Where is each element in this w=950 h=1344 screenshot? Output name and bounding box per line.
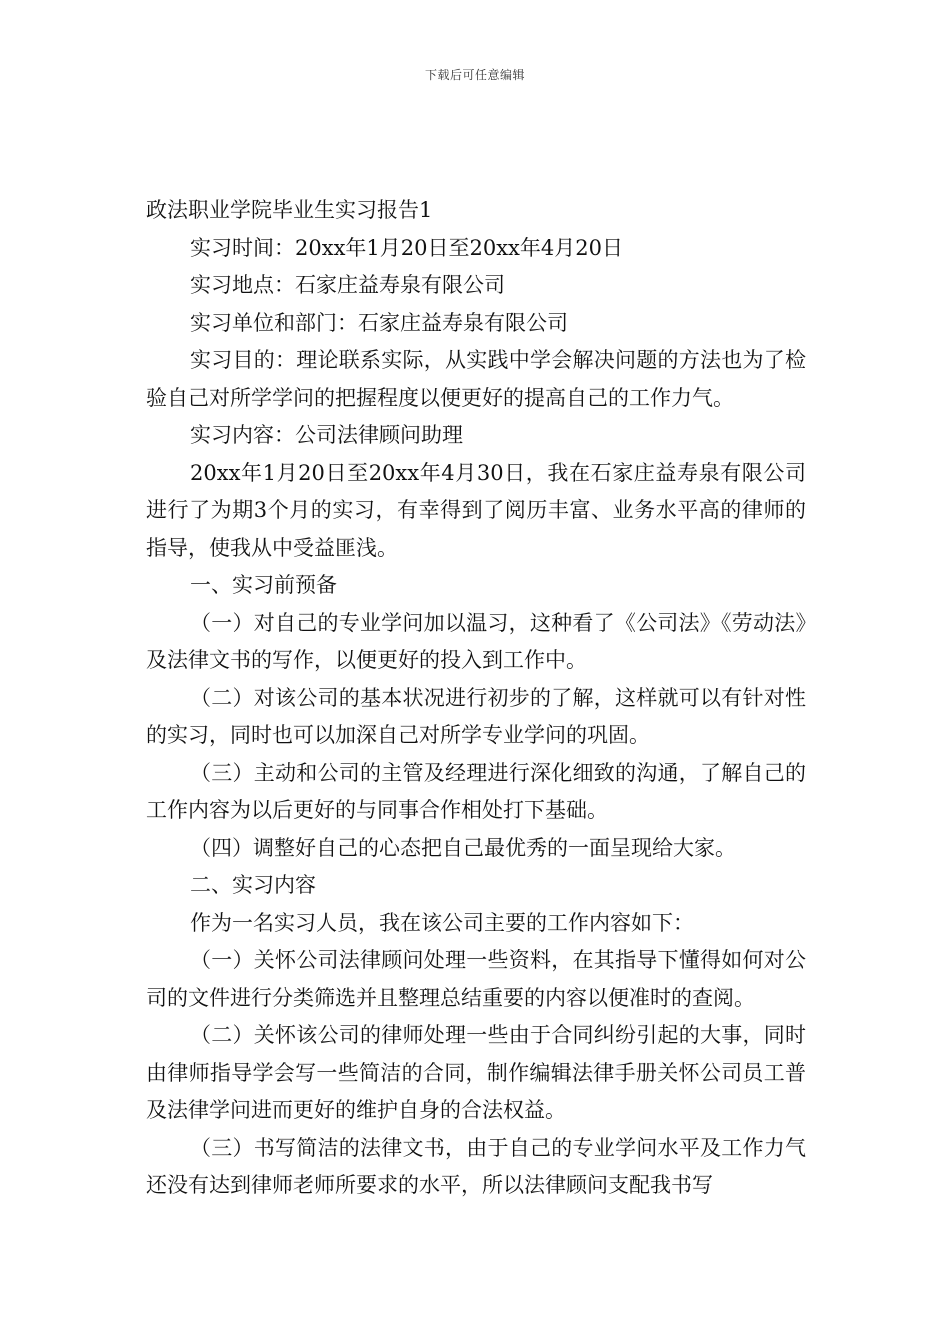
paragraph-preparation-2: （二）对该公司的基本状况进行初步的了解，这样就可以有针对性的实习，同时也可以加深自己对所学专业学问的巩固。	[146, 685, 806, 747]
paragraph-content-2: （二）关怀该公司的律师处理一些由于合同纠纷引起的大事，同时由律师指导学会写一些简洁的合同，制作编辑法律手册关怀公司员工普及法律学问进而更好的维护自身的合法权益。	[146, 1023, 806, 1122]
header-note: 下载后可任意编辑	[424, 68, 525, 82]
paragraph-internship-time: 实习时间：20xx年1月20日至20xx年4月20日	[190, 235, 623, 260]
paragraph-preparation-4: （四）调整好自己的心态把自己最优秀的一面呈现给大家。	[190, 835, 736, 860]
paragraph-internship-content: 实习内容：公司法律顾问助理	[190, 423, 463, 447]
paragraph-content-3: （三）书写简洁的法律文书，由于自己的专业学问水平及工作力气还没有达到律师老师所要求的水平，所以法律顾问支配我书写	[146, 1135, 806, 1197]
section-heading-content: 二、实习内容	[190, 873, 316, 897]
paragraph-preparation-1: （一）对自己的专业学问加以温习，这种看了《公司法》《劳动法》及法律文书的写作，以便更好的投入到工作中。	[146, 610, 806, 672]
document-title: 政法职业学院毕业生实习报告1	[146, 198, 433, 222]
paragraph-internship-location: 实习地点：石家庄益寿泉有限公司	[190, 273, 505, 297]
paragraph-internship-purpose: 实习目的：理论联系实际，从实践中学会解决问题的方法也为了检验自己对所学学问的把握程度以便更好的提高自己的工作力气。	[146, 348, 806, 410]
section-heading-preparation: 一、实习前预备	[190, 573, 337, 597]
paragraph-content-1: （一）关怀公司法律顾问处理一些资料，在其指导下懂得如何对公司的文件进行分类筛选并且整理总结重要的内容以便准时的查阅。	[146, 948, 806, 1010]
document-body	[146, 192, 806, 1205]
paragraph-internship-unit: 实习单位和部门：石家庄益寿泉有限公司	[190, 310, 568, 335]
paragraph-preparation-3: （三）主动和公司的主管及经理进行深化细致的沟通，了解自己的工作内容为以后更好的与同事合作相处打下基础。	[146, 760, 806, 822]
paragraph-content-intro: 作为一名实习人员，我在该公司主要的工作内容如下：	[190, 910, 694, 935]
paragraph-internship-summary: 20xx年1月20日至20xx年4月30日，我在石家庄益寿泉有限公司进行了为期3个月的实习，有幸得到了阅历丰富、业务水平高的律师的指导，使我从中受益匪浅。	[146, 460, 806, 560]
